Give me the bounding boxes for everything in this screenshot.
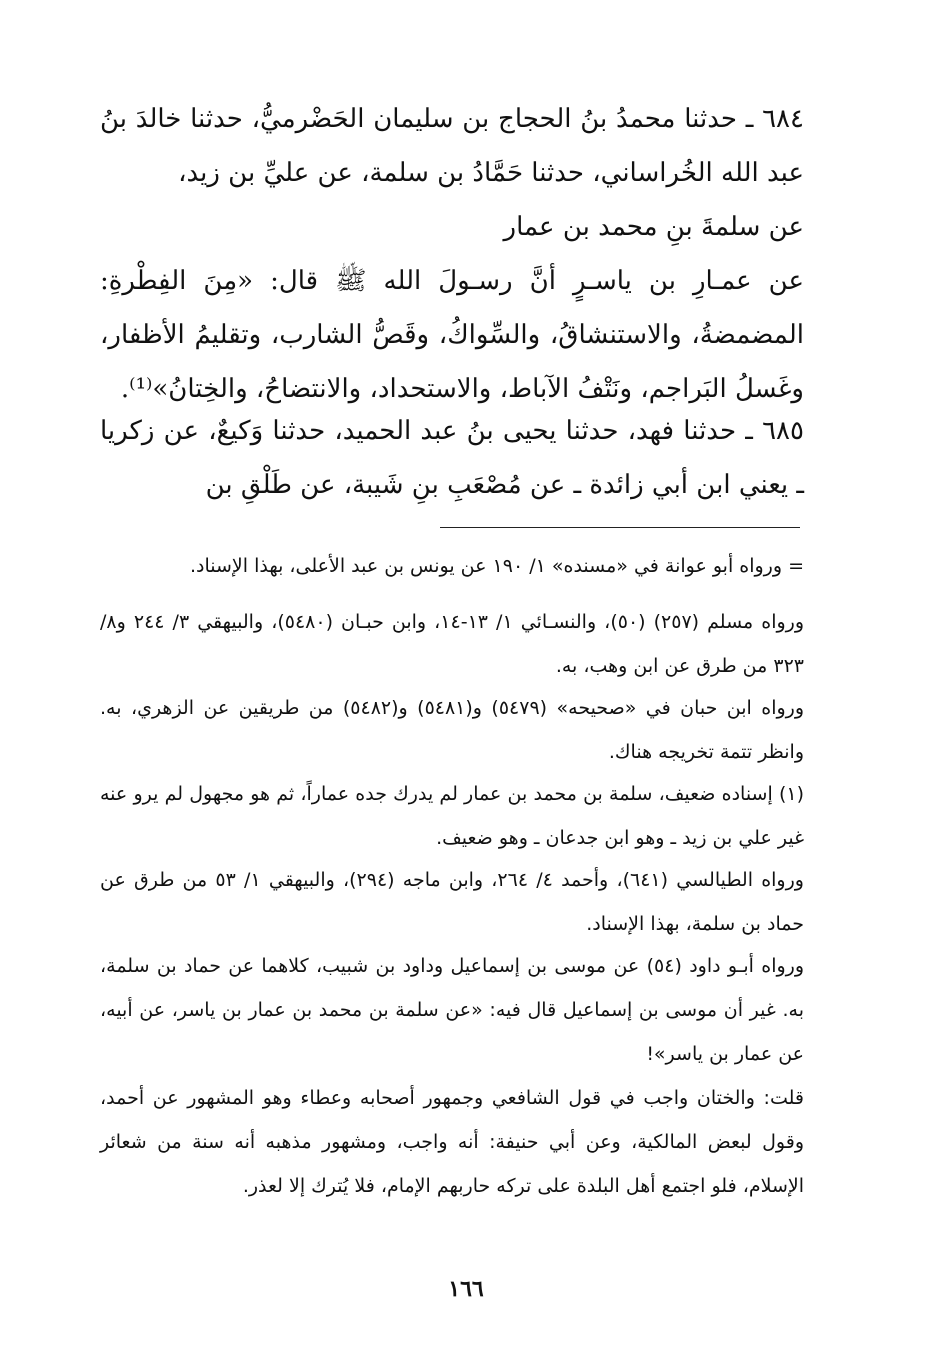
- footnote-ibn-hibban: ورواه ابن حبان في «صحيحه» (٥٤٧٩) و(٥٤٨١) و(٥٤٨٢) من طريقين عن الزهري، به. وانظر تتمة تخريجه هناك.: [100, 697, 804, 763]
- footnote-muslim: ورواه مسلم (٢٥٧) (٥٠)، والنسـائي ١/ ١٣-١٤، وابن حبـان (٥٤٨٠)، والبيهقي ٣/ ٢٤٤ و٨/ ٣٢٣ من طرق عن ابن وهب، به.: [100, 611, 805, 677]
- footnote-abu-dawud: ورواه أبـو داود (٥٤) عن موسى بن إسماعيل وداود بن شبيب، كلاهما عن حماد بن سلمة، به. غير أن موسى بن إسماعيل قال فيه: «عن سلمة بن محمد بن عمار بن ياسر، عن أبيه، عن عمار بن ياسر»!: [100, 955, 804, 1065]
- footnote-separator: [440, 527, 800, 528]
- page-number: ١٦٦: [448, 1276, 484, 1302]
- hadith-684-isnad-end: عن سلمةَ بنِ محمد بن عمار: [503, 212, 804, 242]
- footnote-1: (١) إسناده ضعيف، سلمة بن محمد بن عمار لم يدرك جده عماراً، ثم هو مجهول لم يرو عنه غير علي بن زيد ـ وهو ابن جدعان ـ وهو ضعيف.: [100, 783, 804, 849]
- hadith-684-isnad: ٦٨٤ ـ حدثنا محمدُ بنُ الحجاج بن سليمان الحَضْرميُّ، حدثنا خالدَ بنُ عبد الله الخُراساني، حدثنا حَمَّادُ بن سلمة، عن عليِّ بن زيد،: [100, 104, 804, 188]
- footnote-tayalisi: ورواه الطيالسي (٦٤١)، وأحمد ٤/ ٢٦٤، وابن ماجه (٢٩٤)، والبيهقي ١/ ٥٣ من طرق عن حماد بن سلمة، بهذا الإسناد.: [100, 869, 804, 935]
- hadith-684-matn: عن عمـارِ بن ياسـرٍ أنَّ رسـولَ الله ﷺ قال: «مِنَ الفِطْرةِ: المضمضةُ، والاستنشاقُ، والسِّواكُ، وقَصُّ الشارب، وتقليمُ الأظفار، وغَسلُ البَراجم، ونَتْفُ الآباط، والاستحداد، والانتضاحُ، والخِتانُ»⁽¹⁾.: [100, 266, 804, 404]
- footnote-qultu: قلت: والختان واجب في قول الشافعي وجمهور أصحابه وعطاء وهو المشهور عن أحمد، وقول لبعض المالكية، وعن أبي حنيفة: أنه واجب، ومشهور مذهبه أنه سنة من شعائر الإسلام، فلو اجتمع أهل البلدة على تركه حاربهم الإمام، فلا يُترك إلا لعذر.: [100, 1087, 804, 1197]
- hadith-685-isnad: ٦٨٥ ـ حدثنا فهد، حدثنا يحيى بنُ عبد الحميد، حدثنا وَكيعٌ، عن زكريا ـ يعني ابن أبي زائدة ـ عن مُصْعَبِ بنِ شَيبة، عن طَلْقِ بن: [100, 416, 804, 500]
- footnote-continuation: = ورواه أبو عوانة في «مسنده» ١/ ١٩٠ عن يونس بن عبد الأعلى، بهذا الإسناد.: [189, 555, 804, 577]
